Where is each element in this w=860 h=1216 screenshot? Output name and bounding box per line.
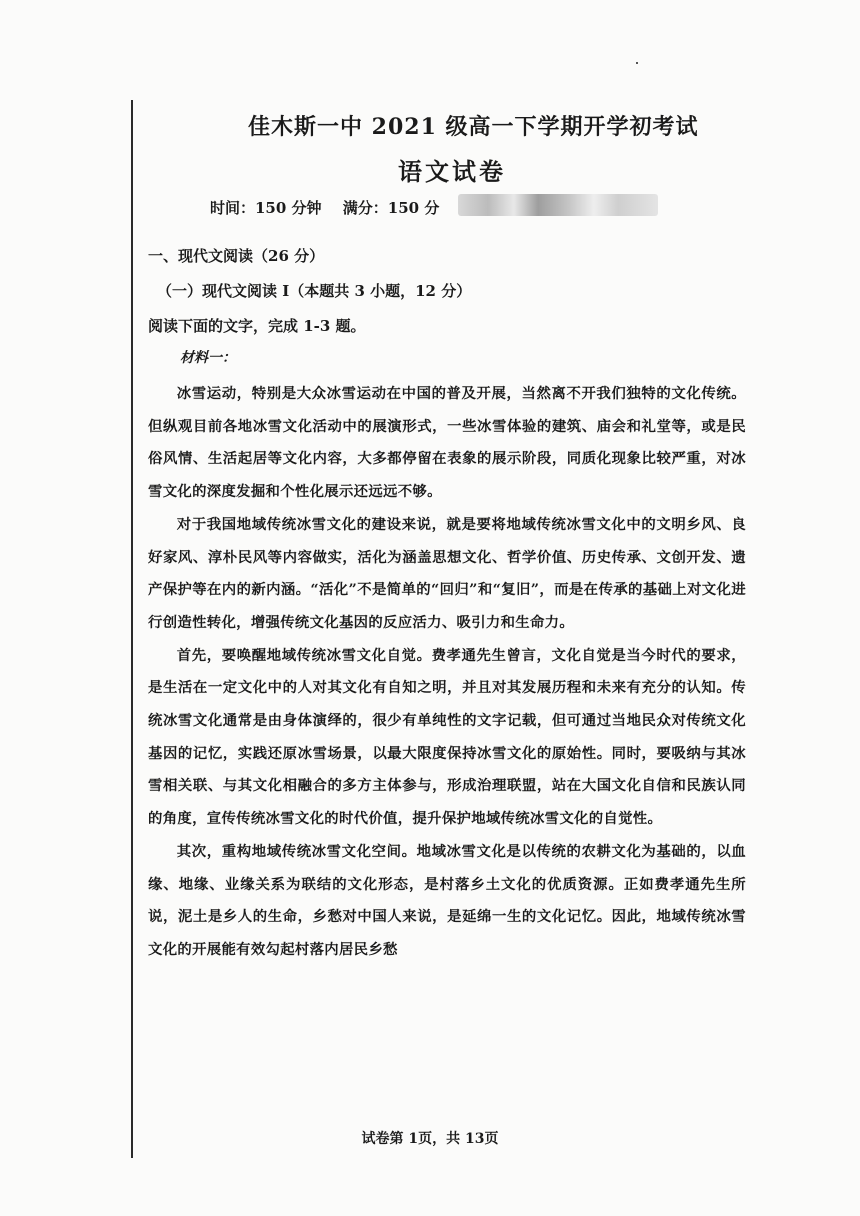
speck bbox=[636, 62, 638, 64]
paragraph: 对于我国地域传统冰雪文化的建设来说，就是要将地域传统冰雪文化中的文明乡风、良好家风、淳朴民风等内容做实，活化为涵盖思想文化、哲学价值、历史传承、文创开发、遗产保护等在内的新内涵。“活化”不是简单的“回归”和“复旧”，而是在传承的基础上对文化进行创造性转化，增强传统文化基因的反应活力、吸引力和生命力。 bbox=[148, 515, 746, 631]
exam-title: 佳木斯一中 2021 级高一下学期开学初考试 bbox=[248, 114, 699, 140]
article-body bbox=[148, 378, 746, 967]
exam-score: 满分：150 分 bbox=[342, 199, 440, 217]
exam-meta bbox=[210, 197, 455, 218]
paragraph: 首先，要唤醒地域传统冰雪文化自觉。费孝通先生曾言，文化自觉是当今时代的要求，是生活在一定文化中的人对其文化有自知之明，并且对其发展历程和未来有充分的认知。传统冰雪文化通常是由身体演绎的，很少有单纯性的文字记载，但可通过当地民众对传统文化基因的记忆，实践还原冰雪场景，以最大限度保持冰雪文化的原始性。同时，要吸纳与其冰雪相关联、与其文化相融合的多方主体参与，形成治理联盟，站在大国文化自信和民族认同的角度，宣传传统冰雪文化的时代价值，提升保护地域传统冰雪文化的自觉性。 bbox=[148, 646, 746, 828]
page-footer: 试卷第 1页，共 13页 bbox=[361, 1131, 499, 1147]
binding-margin-line bbox=[131, 100, 133, 1158]
subsection-heading: （一）现代文阅读 I（本题共 3 小题，12 分） bbox=[157, 282, 472, 300]
redacted-area bbox=[458, 194, 658, 216]
instruction-text: 阅读下面的文字，完成 1-3 题。 bbox=[148, 317, 366, 335]
section-heading: 一、现代文阅读（26 分） bbox=[148, 247, 325, 265]
paragraph: 冰雪运动，特别是大众冰雪运动在中国的普及开展，当然离不开我们独特的文化传统。但纵观目前各地冰雪文化活动中的展演形式，一些冰雪体验的建筑、庙会和礼堂等，或是民俗风情、生活起居等文化内容，大多都停留在表象的展示阶段，同质化现象比较严重，对冰雪文化的深度发掘和个性化展示还远远不够。 bbox=[148, 385, 746, 501]
paragraph: 其次，重构地域传统冰雪文化空间。地域冰雪文化是以传统的农耕文化为基础的，以血缘、地缘、业缘关系为联结的文化形态，是村落乡土文化的优质资源。正如费孝通先生所说，泥土是乡人的生命，乡愁对中国人来说，是延绵一生的文化记忆。因此，地域传统冰雪文化的开展能有效勾起村落内居民乡愁 bbox=[148, 842, 746, 958]
exam-time: 时间：150 分钟 bbox=[210, 199, 322, 217]
exam-subtitle: 语文试卷 bbox=[398, 157, 506, 186]
material-label: 材料一： bbox=[180, 350, 236, 366]
